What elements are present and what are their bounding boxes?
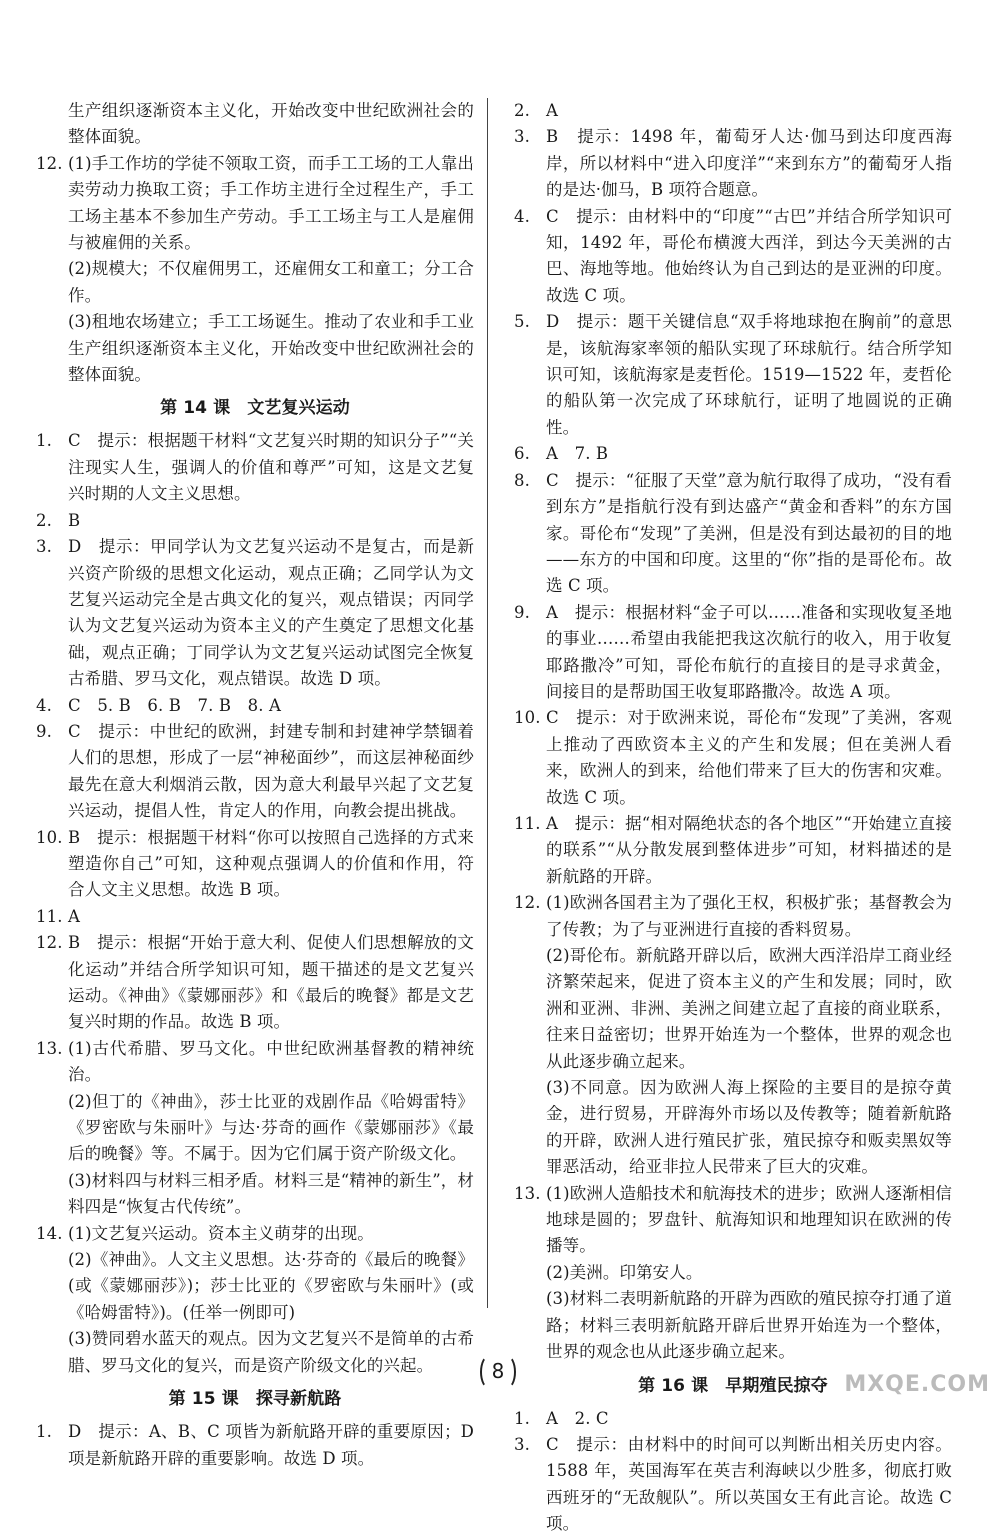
question-number: 12. xyxy=(514,893,541,913)
answer-item xyxy=(514,124,952,203)
question-number: 1. xyxy=(514,1408,530,1428)
answer-text: D 提示：题干关键信息“双手将地球抱在胸前”的意思是，该航海家率领的船队实现了环球航行。结合所学知识可知，该航海家是麦哲伦。1519—1522 年，麦哲伦的船队第一次完成了环球航行，证明了地圆说的正确性。 xyxy=(546,312,952,437)
answer-text: (3)不同意。因为欧洲人海上探险的主要目的是掠夺黄金，进行贸易，开辟海外市场以及传教等；随着新航路的开辟，欧洲人进行殖民扩张，殖民掠夺和贩卖黑奴等罪恶活动，给亚非拉人民带来了巨大的灾难。 xyxy=(546,1078,952,1177)
answer-text: A 2. C xyxy=(546,1408,609,1428)
answer-item xyxy=(36,309,474,388)
answer-text: B xyxy=(68,510,81,530)
answer-item xyxy=(36,719,474,825)
question-number: 1. xyxy=(36,431,52,451)
question-number: 13. xyxy=(514,1183,541,1203)
answer-text: B 提示：根据“开始于意大利、促使人们思想解放的文化运动”并结合所学知识可知，题干描述的是文艺复兴运动。《神曲》《蒙娜丽莎》和《最后的晚餐》都是文艺复兴时期的作品。故选 B 项。 xyxy=(68,933,474,1032)
question-number: 12. xyxy=(36,933,63,953)
question-number: 4. xyxy=(514,206,530,226)
answer-text: (3)材料四与材料三相矛盾。材料三是“精神的新生”，材料四是“恢复古代传统”。 xyxy=(68,1170,474,1217)
answer-item xyxy=(36,1221,474,1247)
answer-item xyxy=(514,890,952,943)
answer-item xyxy=(36,151,474,257)
question-number: 3. xyxy=(514,1434,530,1454)
answer-item xyxy=(514,1286,952,1365)
answer-item xyxy=(36,825,474,904)
page-number-text: 8 xyxy=(491,1359,505,1383)
answer-item xyxy=(514,1260,952,1286)
answer-text: (3)材料二表明新航路的开辟为西欧的殖民掠夺打通了道路；材料三表明新航路开辟后世界开始连为一个整体，世界的观念也从此逐步确立起来。 xyxy=(546,1289,952,1362)
answer-item xyxy=(514,204,952,310)
answer-item xyxy=(36,904,474,930)
question-number: 8. xyxy=(514,470,530,490)
answer-item xyxy=(36,256,474,309)
answer-text: C 提示：“征服了天堂”意为航行取得了成功，“没有看到东方”是指航行没有到达盛产“黄金和香料”的东方国家。哥伦布“发现”了美洲，但是没有到达最初的目的地——东方的中国和印度。这里的“你”指的是哥伦布。故选 C 项。 xyxy=(546,470,952,596)
question-number: 9. xyxy=(514,602,530,622)
answer-text: C 提示：由材料中的时间可以判断出相关历史内容。1588 年，英国海军在英吉利海峡以少胜多，彻底打败西班牙的“无敌舰队”。所以英国女王有此言论。故选 C 项。 xyxy=(546,1434,952,1534)
answer-item xyxy=(514,441,952,467)
watermark-logo: MXQE.COM xyxy=(844,1372,990,1397)
answer-item xyxy=(514,1075,952,1181)
answer-text: A 7. B xyxy=(546,444,609,464)
question-number: 5. xyxy=(514,312,530,332)
answer-item xyxy=(36,98,474,151)
answer-text: C 提示：根据题干材料“文艺复兴时期的知识分子”“关注现实人生，强调人的价值和尊严”可知，这是文艺复兴时期的人文主义思想。 xyxy=(68,431,474,504)
column-divider xyxy=(487,98,488,1308)
question-number: 2. xyxy=(36,510,52,530)
answer-item xyxy=(514,705,952,811)
answer-item xyxy=(36,1168,474,1221)
question-number: 11. xyxy=(514,813,541,833)
page-number-bracket-right xyxy=(498,1355,516,1389)
question-number: 4. xyxy=(36,695,52,715)
answer-text: (3)赞同碧水蓝天的观点。因为文艺复兴不是简单的古希腊、罗马文化的复兴，而是资产阶级文化的兴起。 xyxy=(68,1329,474,1375)
answer-item xyxy=(514,1181,952,1260)
answer-item xyxy=(36,1419,474,1472)
section-heading: 第 15 课 探寻新航路 xyxy=(168,1389,342,1410)
question-number: 2. xyxy=(514,101,530,120)
answer-item xyxy=(36,1089,474,1168)
answer-text: A 提示：根据材料“金子可以……准备和实现收复圣地的事业……希望由我能把我这次航行的收入，用于收复耶路撒冷”可知，哥伦布航行的直接目的是寻求黄金，间接目的是帮助国王收复耶路撒冷。故选 A 项。 xyxy=(546,602,952,701)
answer-text: 生产组织逐渐资本主义化，开始改变中世纪欧洲社会的整体面貌。 xyxy=(68,101,474,147)
answer-text: C 5. B 6. B 7. B 8. A xyxy=(68,695,281,715)
answer-text: (2)但丁的《神曲》，莎士比亚的戏剧作品《哈姆雷特》《罗密欧与朱丽叶》与达·芬奇的画作《蒙娜丽莎》《最后的晚餐》等。不属于。因为它们属于资产阶级文化。 xyxy=(68,1091,474,1164)
answer-item xyxy=(36,1326,474,1379)
question-number: 11. xyxy=(36,906,63,926)
question-number: 13. xyxy=(36,1038,63,1058)
answer-text: (2)规模大；不仅雇佣男工，还雇佣女工和童工；分工合作。 xyxy=(68,259,474,305)
answer-text: C 提示：由材料中的“印度”“古巴”并结合所学知识可知，1492 年，哥伦布横渡大西洋，到达今天美洲的古巴、海地等地。他始终认为自己到达的是亚洲的印度。故选 C 项。 xyxy=(546,206,952,305)
answer-text: D 提示：A、B、C 项皆为新航路开辟的重要原因；D 项是新航路开辟的重要影响。故选 D 项。 xyxy=(68,1422,474,1468)
answer-item xyxy=(514,1432,952,1538)
answer-text: B 提示：根据题干材料“你可以按照自己选择的方式来塑造你自己”可知，这种观点强调人的价值和作用，符合人文主义思想。故选 B 项。 xyxy=(68,827,474,900)
answer-text: (1)欧洲各国君主为了强化王权，积极扩张；基督教会为了传教；为了与亚洲进行直接的香料贸易。 xyxy=(546,893,952,939)
answer-item xyxy=(514,98,952,124)
answer-item xyxy=(514,309,952,441)
question-number: 3. xyxy=(514,127,530,147)
question-number: 6. xyxy=(514,444,530,464)
section-heading: 第 14 课 文艺复兴运动 xyxy=(160,398,350,419)
right-column xyxy=(514,98,952,1538)
answer-item xyxy=(514,600,952,706)
answer-text: (2)《神曲》。人文主义思想。达·芬奇的《最后的晚餐》(或《蒙娜丽莎》)；莎士比亚的《罗密欧与朱丽叶》(或《哈姆雷特》)。(任举一例即可) xyxy=(68,1250,474,1322)
answer-text: (1)欧洲人造船技术和航海技术的进步；欧洲人逐渐相信地球是圆的；罗盘针、航海知识和地理知识在欧洲的传播等。 xyxy=(546,1183,952,1256)
page-number-bracket-left xyxy=(480,1355,498,1389)
answer-text: C 提示：中世纪的欧洲，封建专制和封建神学禁锢着人们的思想，形成了一层“神秘面纱”，而这层神秘面纱最先在意大利烟消云散，因为意大利最早兴起了文艺复兴运动，提倡人性，肯定人的作用，向教会提出挑战。 xyxy=(68,721,474,821)
question-number: 14. xyxy=(36,1223,63,1243)
answer-text: (3)租地农场建立；手工工场诞生。推动了农业和手工业生产组织逐渐资本主义化，开始改变中世纪欧洲社会的整体面貌。 xyxy=(68,312,474,385)
answer-text: (2)哥伦布。新航路开辟以后，欧洲大西洋沿岸工商业经济繁荣起来，促进了资本主义的产生和发展；同时，欧洲和亚洲、非洲、美洲之间建立起了直接的商业联系，往来日益密切；世界开始连为一个整体，世界的观念也从此逐步确立起来。 xyxy=(546,946,952,1071)
answer-text: (1)古代希腊、罗马文化。中世纪欧洲基督教的精神统治。 xyxy=(68,1038,474,1085)
answer-text: (1)手工作坊的学徒不领取工资，而手工工场的工人靠出卖劳动力换取工资；手工作坊主进行全过程生产，手工工场主基本不参加生产劳动。手工工场主与工人是雇佣与被雇佣的关系。 xyxy=(68,153,474,253)
answer-text: D 提示：甲同学认为文艺复兴运动不是复古，而是新兴资产阶级的思想文化运动，观点正确；乙同学认为文艺复兴运动完全是古典文化的复兴，观点错误；丙同学认为文艺复兴运动为资本主义的产生奠定了思想文化基础，观点正确；丁同学认为文艺复兴运动试图完全恢复古希腊、罗马文化，观点错误。故选 D 项。 xyxy=(68,537,474,689)
answer-text: A xyxy=(68,906,81,926)
question-number: 3. xyxy=(36,537,52,557)
answer-text: A xyxy=(546,101,559,120)
question-number: 10. xyxy=(36,827,63,847)
answer-item xyxy=(36,693,474,719)
answer-text: B 提示：1498 年，葡萄牙人达·伽马到达印度西海岸，所以材料中“进入印度洋”“来到东方”的葡萄牙人指的是达·伽马，B 项符合题意。 xyxy=(546,127,952,200)
answer-text: (1)文艺复兴运动。资本主义萌芽的出现。 xyxy=(68,1223,374,1243)
question-number: 9. xyxy=(36,721,52,741)
answer-item xyxy=(36,1036,474,1089)
answer-item xyxy=(36,428,474,507)
answer-text: (2)美洲。印第安人。 xyxy=(546,1262,703,1282)
answer-item xyxy=(514,468,952,600)
question-number: 12. xyxy=(36,153,63,173)
answer-item xyxy=(514,1406,952,1432)
section-heading: 第 16 课 早期殖民掠夺 xyxy=(638,1375,828,1396)
answer-item xyxy=(36,534,474,692)
answer-item xyxy=(36,508,474,534)
question-number: 1. xyxy=(36,1422,52,1442)
answer-item xyxy=(514,811,952,890)
answer-item xyxy=(36,930,474,1036)
answer-text: C 提示：对于欧洲来说，哥伦布“发现”了美洲，客观上推动了西欧资本主义的产生和发展；但在美洲人看来，欧洲人的到来，给他们带来了巨大的伤害和灾难。故选 C 项。 xyxy=(546,708,952,807)
left-column xyxy=(36,98,474,1472)
question-number: 10. xyxy=(514,708,541,728)
answer-text: A 提示：据“相对隔绝状态的各个地区”“开始建立直接的联系”“从分散发展到整体进步”可知，材料描述的是新航路的开辟。 xyxy=(546,813,952,886)
answer-item xyxy=(36,1247,474,1326)
answer-item xyxy=(514,943,952,1075)
page-number xyxy=(478,1351,518,1391)
